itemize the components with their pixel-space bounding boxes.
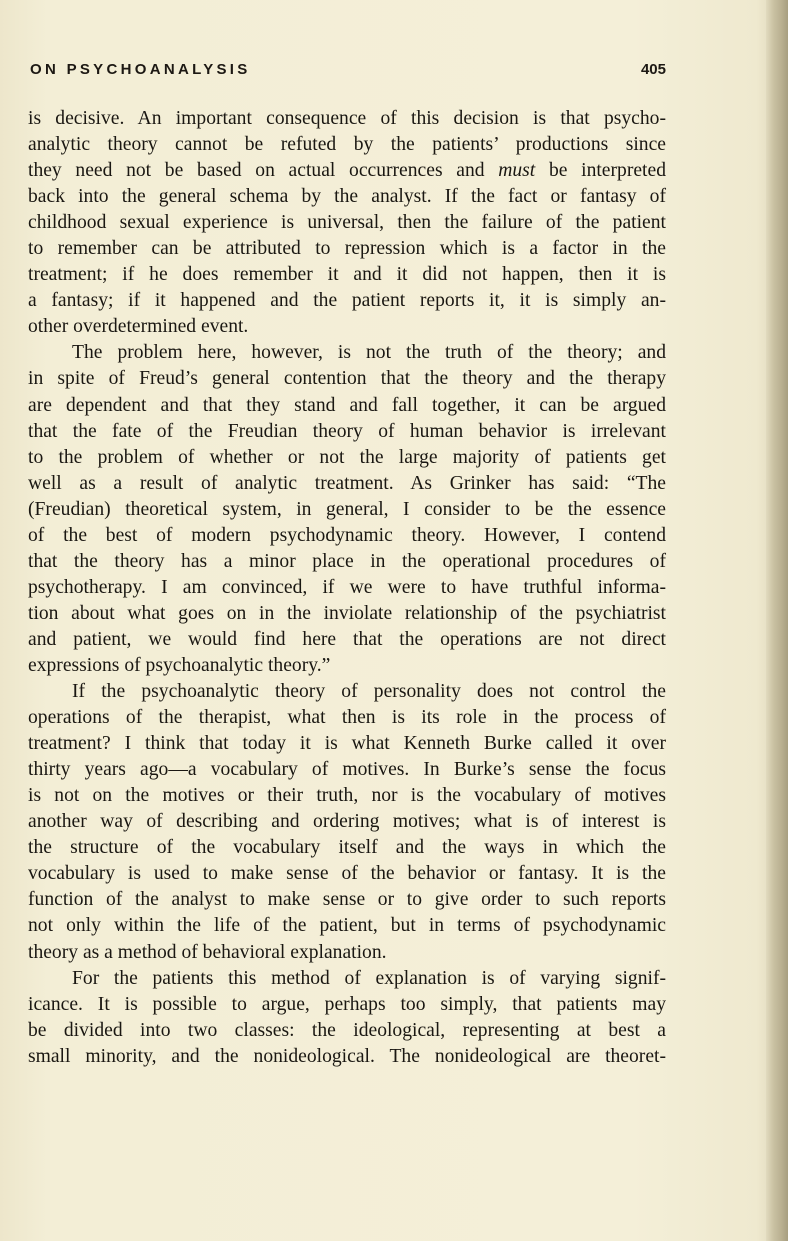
text-line: the structure of the vocabulary itself and the ways in which the	[28, 837, 666, 859]
text-line: of the best of modern psychodynamic theory. However, I contend	[28, 524, 666, 546]
paragraph-start-line: For the patients this method of explanation is of varying signif-	[72, 967, 666, 989]
text-line: psychotherapy. I am convinced, if we were to have truthful informa-	[28, 576, 666, 598]
text-line: that the theory has a minor place in the operational procedures of	[28, 550, 666, 572]
text-line: expressions of psychoanalytic theory.”	[28, 654, 331, 676]
running-head	[30, 61, 666, 83]
book-spine-edge	[766, 0, 788, 1241]
text-fragment: they need not be based on actual occurrences and	[28, 160, 499, 182]
text-line: analytic theory cannot be refuted by the patients’ productions since	[28, 134, 666, 156]
paragraph-start-line: The problem here, however, is not the truth of the theory; and	[72, 342, 666, 364]
text-line: well as a result of analytic treatment. As Grinker has said: “The	[28, 472, 666, 494]
text-line: theory as a method of behavioral explanation.	[28, 941, 387, 963]
text-line: not only within the life of the patient, but in terms of psychodynamic	[28, 915, 666, 937]
text-line: is not on the motives or their truth, nor is the vocabulary of motives	[28, 785, 666, 807]
text-line: in spite of Freud’s general contention that the theory and the therapy	[28, 368, 666, 390]
text-line: are dependent and that they stand and fall together, it can be argued	[28, 394, 666, 416]
text-line: another way of describing and ordering motives; what is of interest is	[28, 811, 666, 833]
text-line: to remember can be attributed to repression which is a factor in the	[28, 238, 666, 260]
text-line: other overdetermined event.	[28, 316, 249, 338]
text-fragment: be interpreted	[535, 160, 666, 182]
body-text	[28, 106, 666, 1070]
text-line: function of the analyst to make sense or to give order to such reports	[28, 889, 666, 911]
text-line: is decisive. An important consequence of this decision is that psycho-	[28, 108, 666, 129]
text-line: operations of the therapist, what then is its role in the process of	[28, 707, 666, 729]
text-line: small minority, and the nonideological. The nonideological are theoret-	[28, 1045, 666, 1067]
text-line: childhood sexual experience is universal, then the failure of the patient	[28, 212, 666, 234]
text-line: back into the general schema by the analyst. If the fact or fantasy of	[28, 186, 666, 208]
text-line: and patient, we would find here that the operations are not direct	[28, 628, 666, 650]
emphasis-word: must	[498, 160, 536, 182]
text-line: thirty years ago—a vocabulary of motives. In Burke’s sense the focus	[28, 759, 666, 781]
text-line: be divided into two classes: the ideological, representing at best a	[28, 1019, 666, 1041]
text-line: treatment; if he does remember it and it did not happen, then it is	[28, 264, 666, 286]
running-title: ON PSYCHOANALYSIS	[30, 61, 251, 78]
text-line: icance. It is possible to argue, perhaps too simply, that patients may	[28, 993, 666, 1015]
text-line	[28, 158, 666, 184]
text-line: that the fate of the Freudian theory of human behavior is irrelevant	[28, 420, 666, 442]
page-number: 405	[640, 61, 666, 78]
text-line: vocabulary is used to make sense of the behavior or fantasy. It is the	[28, 863, 666, 885]
paragraph-start-line: If the psychoanalytic theory of personality does not control the	[72, 681, 666, 703]
text-line: treatment? I think that today it is what Kenneth Burke called it over	[28, 733, 666, 755]
text-line: (Freudian) theoretical system, in general, I consider to be the essence	[28, 498, 666, 520]
text-line: tion about what goes on in the inviolate relationship of the psychiatrist	[28, 602, 666, 624]
text-line: a fantasy; if it happened and the patient reports it, it is simply an-	[28, 290, 666, 312]
text-line: to the problem of whether or not the large majority of patients get	[28, 446, 666, 468]
